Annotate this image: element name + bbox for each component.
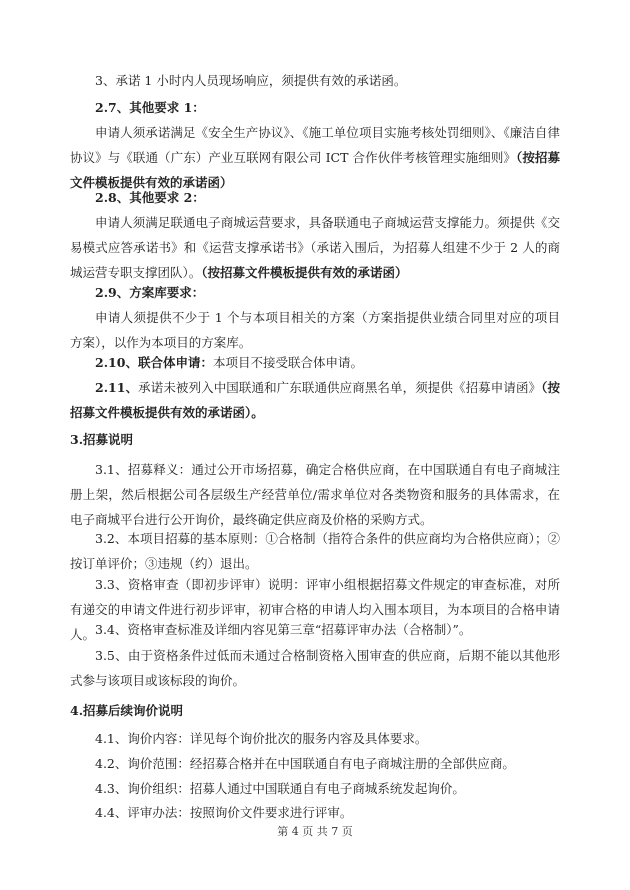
paragraph-4-2: 4.2、询价范围：经招募合格并在中国联通自有电子商城注册的全部供应商。 — [95, 756, 515, 771]
paragraph-2-7: 申请人须承诺满足《安全生产协议》、《施工单位项目实施考核处罚细则》、《廉洁自律协议》与《联通（广东）产业互联网有限公司 ICT 合作伙伴考核管理实施细则》（按招募文件模板提供有效的承诺函） — [70, 125, 560, 190]
paragraph-2-11: 2.11、承诺未被列入中国联通和广东联通供应商黑名单，须提供《招募申请函》（按招募文件模板提供有效的承诺函）。 — [70, 380, 560, 420]
paragraph-3: 3、承诺 1 小时内人员现场响应，须提供有效的承诺函。 — [95, 73, 407, 88]
paragraph-3-4: 3.4、资格审查标准及详细内容见第三章“招募评审办法（合格制）”。 — [95, 622, 472, 637]
section-heading-3: 3.招募说明 — [70, 432, 134, 447]
paragraph-3-1: 3.1、招募释义：通过公开市场招募，确定合格供应商，在中国联通自有电子商城注册上架，然后根据公司各层级生产经营单位/需求单位对各类物资和服务的具体需求，在电子商城平台进行公开询价，最终确定供应商及价格的采购方式。 — [70, 462, 560, 527]
paragraph-2-8: 申请人须满足联通电子商城运营要求，具备联通电子商城运营支撑能力。须提供《交易模式应答承诺书》和《运营支撑承诺书》（承诺入围后，为招募人组建不少于 2 人的商城运营专职支撑团队）。（按招募文件模板提供有效的承诺函） — [70, 215, 560, 280]
heading-2-9: 2.9、方案库要求： — [95, 285, 205, 300]
page-number-footer: 第 4 页 共 7 页 — [277, 825, 353, 838]
paragraph-4-4: 4.4、评审办法：按照询价文件要求进行评审。 — [95, 805, 353, 820]
heading-2-7: 2.7、其他要求 1： — [95, 100, 205, 115]
paragraph-3-5: 3.5、由于资格条件过低而未通过合格制资格入围审查的供应商，后期不能以其他形式参与该项目或该标段的询价。 — [70, 648, 560, 688]
heading-2-8: 2.8、其他要求 2： — [95, 190, 205, 205]
paragraph-2-9: 申请人须提供不少于 1 个与本项目相关的方案（方案指提供业绩合同里对应的项目方案），以作为本项目的方案库。 — [70, 310, 560, 350]
paragraph-3-2: 3.2、本项目招募的基本原则：①合格制（指符合条件的供应商均为合格供应商）；②按订单评价；③违规（约）退出。 — [70, 531, 560, 571]
paragraph-4-3: 4.3、询价组织：招募人通过中国联通自有电子商城系统发起询价。 — [95, 781, 465, 796]
paragraph-3-3: 3.3、资格审查（即初步评审）说明：评审小组根据招募文件规定的审查标准，对所有递交的申请文件进行初步评审，初审合格的申请人均入围本项目，为本项目的合格申请人。 — [70, 577, 560, 642]
paragraph-4-1: 4.1、询价内容：详见每个询价批次的服务内容及具体要求。 — [95, 731, 428, 746]
section-heading-4: 4.招募后续询价说明 — [70, 703, 184, 718]
paragraph-2-10: 2.10、联合体申请：本项目不接受联合体申请。 — [95, 355, 363, 370]
